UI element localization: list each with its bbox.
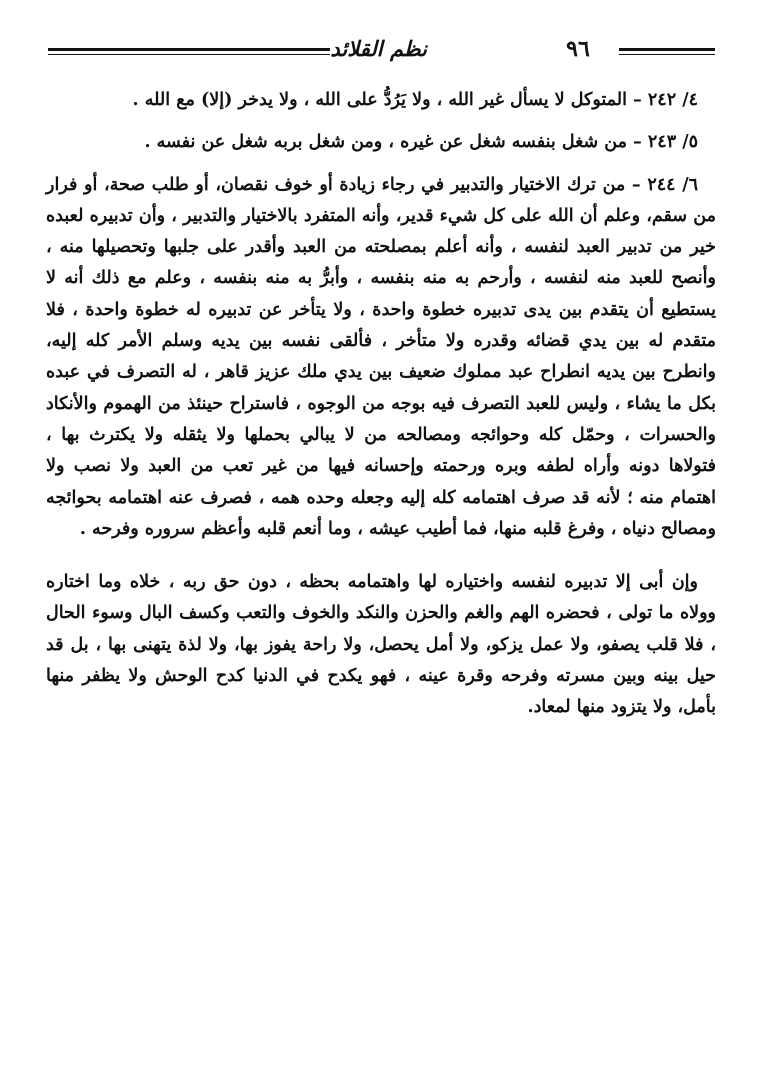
page-body <box>46 85 716 724</box>
page-header <box>48 34 715 68</box>
entry-paragraph <box>46 170 716 546</box>
entry-text: – من ترك الاختيار والتدبير في رجاء زيادة أو خوف نقصان، أو طلب صحة، أو فرار من سقم، وعلم أن الله على كل شيء قدير، وأنه المتفرد بالاختيار والتدبير ، وأن تدبيره لعبده خير من تدبير العبد لنفسه ، وأنه أعلم بمصلحته من العبد وأقدر على جلبها وتحصيلها منه ، وأنصح للعبد منه لنفسه ، وأرحم به منه بنفسه ، وأبرُّ به منه بنفسه ، وعلم مع ذلك أنه لا يستطيع أن يتقدم بين يدى تدبيره خطوة واحدة ، ولا يتأخر عن تدبيره له خطوة واحدة ، فلا متقدم له بين يدي قضائه وقدره ولا متأخر ، فألقى نفسه بين يديه وسلم الأمر كله إليه، وانطرح بين يديه انطراح عبد مملوك ضعيف بين يدي ملك عزيز قاهر ، له التصرف في عبده بكل ما يشاء ، وليس للعبد التصرف فيه بوجه من الوجوه ، فاستراح حينئذ من الهموم والأنكاد والحسرات ، وحمّل كله وحوائجه ومصالحه من لا يبالي بحملها ولا يثقله ولا يكترث بها ، فتولاها دونه وأراه لطفه وبره ورحمته وإحسانه فيها من غير تعب من العبد ولا نصب ولا اهتمام منه ؛ لأنه قد صرف اهتمامه كله إليه وجعله وحده همه ، فصرف عنه اهتمامه بحوائجه ومصالح دنياه ، وفرغ قلبه منها، فما أطيب عيشه ، وما أنعم قلبه وأعظم سروره وفرحه . <box>46 174 716 539</box>
entry-number: ٦/ ٢٤٤ <box>647 174 699 195</box>
running-title: نظم القلائد <box>330 36 427 61</box>
entry-number: ٥/ ٢٤٣ <box>647 132 698 153</box>
entry-text: – المتوكل لا يسأل غير الله ، ولا يَرُدُّ على الله ، ولا يدخر (إلا) مع الله . <box>132 90 642 110</box>
header-rule-left <box>48 48 330 55</box>
entry-number: ٤/ ٢٤٢ <box>647 90 698 110</box>
header-rule-right <box>619 48 715 55</box>
entry-paragraph <box>46 127 716 158</box>
closing-paragraph: وإن أبى إلا تدبيره لنفسه واختياره لها واهتمامه بحظه ، دون حق ربه ، خلاه وما اختاره وولاه ما تولى ، فحضره الهم والغم والحزن والنكد والخوف والتعب وكسف البال وسوء الحال ، فلا قلب يصفو، ولا عمل يزكو، ولا أمل يحصل، ولا راحة يفوز بها، ولا لذة يتهنى بها ، بل قد حيل بينه وبين مسرته وفرحه وقرة عينه ، فهو يكدح في الدنيا كدح الوحش ولا يظفر منها بأمل، ولا يتزود منها لمعاد. <box>46 572 716 718</box>
page-number: ٩٦ <box>566 36 590 62</box>
entry-paragraph <box>46 85 716 116</box>
entry-text: – من شغل بنفسه شغل عن غيره ، ومن شغل بربه شغل عن نفسه . <box>144 132 642 153</box>
